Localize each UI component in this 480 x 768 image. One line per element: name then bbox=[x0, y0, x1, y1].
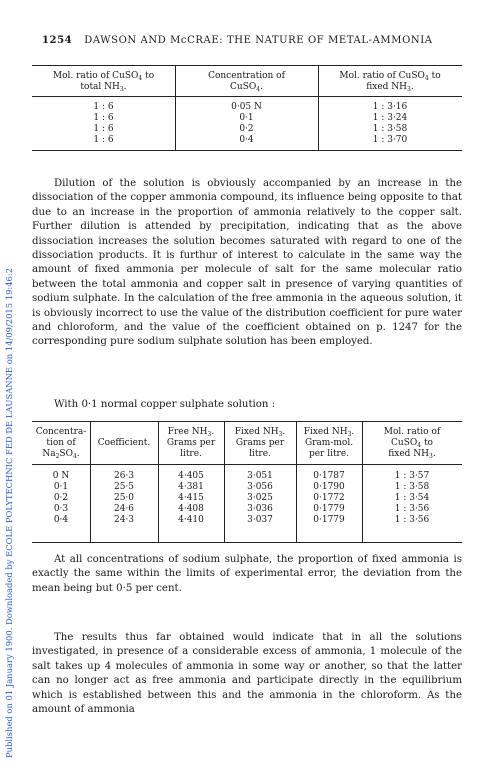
column-coefficient bbox=[90, 471, 158, 526]
page-number: 1254 bbox=[42, 35, 73, 46]
table-cell: 25·0 bbox=[113, 493, 135, 503]
header-coefficient: Coefficient. bbox=[97, 438, 151, 448]
table-cell: 0·2 bbox=[53, 493, 69, 503]
header-total-ratio: Mol. ratio of CuSO$_4$ to total $NH_3$. bbox=[52, 71, 155, 93]
table-cell: 1 : 6 bbox=[93, 102, 114, 112]
table-cell: 1 : 3·54 bbox=[394, 493, 430, 503]
table-cell: 4·415 bbox=[178, 493, 204, 503]
table-cell: 0·05 N bbox=[231, 102, 262, 112]
table-cell: 1 : 3·56 bbox=[394, 515, 430, 525]
running-title: DAWSON AND McCRAE: THE NATURE OF METAL-AMMONIA bbox=[84, 35, 433, 46]
table-cell: 1 : 6 bbox=[93, 124, 114, 134]
table-cell: 1 : 6 bbox=[93, 135, 114, 145]
table-cell: 0·1779 bbox=[313, 515, 345, 525]
table-cell: 1 : 3·58 bbox=[394, 482, 430, 492]
table-cell: 24·3 bbox=[113, 515, 135, 525]
table-cell: 25·5 bbox=[113, 482, 135, 492]
body-paragraph: The results thus far obtained would indicate that in all the solutions investigated, in presence of a considerable excess of ammonia, 1 molecule of the salt takes up 4 molecules of ammonia in some way or another, so that the latter can no longer act as free ammonia and participate directly in the equilibrium which is established between this and the ammonia in the chloroform. As the amount of ammonia bbox=[32, 632, 462, 716]
header-fixed-ratio: Mol. ratio of CuSO$_4$ to fixed $NH_3$. bbox=[339, 71, 441, 93]
table-cell: 3·051 bbox=[247, 471, 273, 481]
header-fixed-nh3-grams: Fixed $NH_3$. Grams per litre. bbox=[234, 427, 286, 459]
header-free-nh3: Free $NH_3$. Grams per litre. bbox=[166, 427, 216, 459]
column-concentration bbox=[175, 102, 318, 146]
table-cell: 26·3 bbox=[113, 471, 135, 481]
table-cell: 3·037 bbox=[247, 515, 273, 525]
table-cell: 0·1 bbox=[53, 482, 69, 492]
table-cell: 1 : 3·24 bbox=[372, 113, 408, 123]
header-concentration-na2so4: Concentra- tion of $Na_2SO_4$. bbox=[35, 427, 87, 460]
column-concentration-na2so4 bbox=[32, 471, 90, 526]
header-concentration: Concentration of CuSO$_4$. bbox=[208, 71, 285, 93]
column-mol-ratio bbox=[362, 471, 462, 526]
table-lead-in: With 0·1 normal copper sulphate solution : bbox=[54, 399, 276, 410]
table-cell: 24·6 bbox=[113, 504, 135, 514]
table-cell: 1 : 3·58 bbox=[372, 124, 408, 134]
table-cell: 3·025 bbox=[247, 493, 273, 503]
body-paragraph: At all concentrations of sodium sulphate, the proportion of fixed ammonia is exactly the same within the limits of experimental error, the deviation from the mean being but 0·5 per cent. bbox=[32, 554, 462, 594]
header-fixed-nh3-grammol: Fixed $NH_3$. Gram-mol. per litre. bbox=[303, 427, 355, 459]
body-paragraph: Dilution of the solution is obviously accompanied by an increase in the dissociation of the copper ammonia compound, its influence being opposite to that due to an increase in the proportion of ammonia relatively to the copper salt. Further dilution is attended by precipitation, indicating that as the above dissociation increases the solution becomes saturated with regard to one of the dissociation products. It is furthur of interest to calculate in the same way the amount of fixed ammonia per molecule of salt for the same molecular ratio between the total ammonia and copper salt in presence of varying quantities of sodium sulphate. In the calculation of the free ammonia in the aqueous solution, it is obviously incorrect to use the value of the distribution coefficient for pure water and chloroform, and the value of the coefficient obtained on p. 1247 for the corresponding pure sodium sulphate solution has been employed. bbox=[32, 178, 462, 348]
table-cell: 4·410 bbox=[178, 515, 204, 525]
table-ratio-concentration bbox=[32, 65, 462, 151]
table-cell: 0·1772 bbox=[313, 493, 345, 503]
column-fixed-nh3-grams bbox=[224, 471, 296, 526]
table-cell: 0·2 bbox=[239, 124, 254, 134]
table-cell: 4·408 bbox=[178, 504, 204, 514]
table-cell: 0·4 bbox=[53, 515, 69, 525]
table-cell: 0·1779 bbox=[313, 504, 345, 514]
table-cell: 1 : 3·70 bbox=[372, 135, 408, 145]
table-cell: 0·1787 bbox=[313, 471, 345, 481]
table-cell: 0·1 bbox=[239, 113, 254, 123]
column-fixed-nh3-grammol bbox=[296, 471, 362, 526]
table-cell: 4·405 bbox=[178, 471, 204, 481]
table-cell: 1 : 6 bbox=[93, 113, 114, 123]
table-sodium-sulphate bbox=[32, 421, 462, 543]
table-cell: 0·1790 bbox=[313, 482, 345, 492]
table-cell: 1 : 3·56 bbox=[394, 504, 430, 514]
column-total-ratio bbox=[32, 102, 175, 146]
table-cell: 3·036 bbox=[247, 504, 273, 514]
table-cell: 3·056 bbox=[247, 482, 273, 492]
table-cell: 0·4 bbox=[239, 135, 254, 145]
header-mol-ratio: Mol. ratio of CuSO$_4$ to fixed $NH_3$. bbox=[383, 427, 441, 460]
column-fixed-ratio bbox=[318, 102, 462, 146]
table-cell: 0·3 bbox=[53, 504, 69, 514]
table-cell: 0 N bbox=[52, 471, 70, 481]
table-cell: 1 : 3·57 bbox=[394, 471, 430, 481]
running-head bbox=[42, 35, 460, 49]
table-cell: 4·381 bbox=[178, 482, 204, 492]
table-cell: 1 : 3·16 bbox=[372, 102, 408, 112]
column-free-nh3 bbox=[158, 471, 224, 526]
download-watermark: Published on 01 January 1900. Downloaded by ECOLE POLYTECHNIC FED DE LAUSANNE on 14/09/2015 19:46:2 bbox=[4, 267, 14, 758]
